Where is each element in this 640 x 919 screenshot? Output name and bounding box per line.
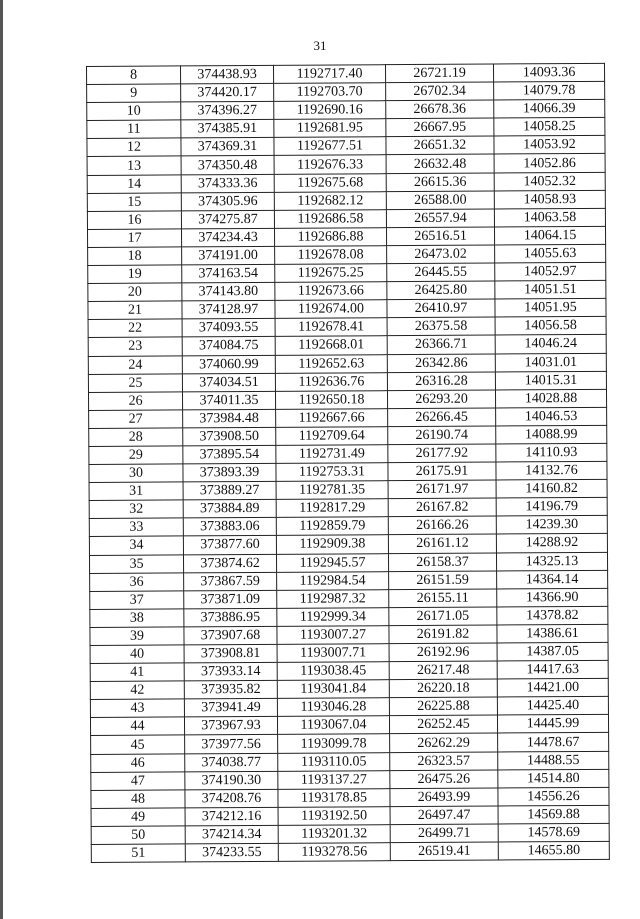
- x1-cell: 373877.60: [183, 536, 276, 555]
- x1-cell: 373941.49: [184, 699, 277, 718]
- y1-cell: 1192690.16: [274, 101, 386, 120]
- y1-cell: 1193192.50: [278, 807, 390, 826]
- y1-cell: 1192703.70: [274, 83, 386, 102]
- point-number-cell: 49: [91, 808, 185, 827]
- x2-cell: 26166.26: [388, 516, 496, 535]
- point-number-cell: 12: [87, 138, 181, 157]
- x2-cell: 26615.36: [386, 173, 494, 192]
- x1-cell: 374163.54: [182, 264, 275, 283]
- x2-cell: 26410.97: [387, 299, 495, 318]
- point-number-cell: 17: [87, 229, 181, 248]
- point-number-cell: 11: [87, 120, 181, 139]
- x1-cell: 374385.91: [181, 120, 274, 139]
- x1-cell: 374084.75: [182, 337, 275, 356]
- x1-cell: 374305.96: [181, 192, 274, 211]
- x2-cell: 26519.41: [390, 842, 498, 861]
- y2-cell: 14378.82: [497, 606, 608, 625]
- point-number-cell: 22: [88, 319, 182, 338]
- x2-cell: 26190.74: [388, 426, 496, 445]
- y1-cell: 1193046.28: [277, 698, 389, 717]
- table-row: [91, 841, 609, 862]
- y1-cell: 1192678.41: [275, 318, 387, 337]
- y2-cell: 14366.90: [497, 588, 608, 607]
- y2-cell: 14058.25: [494, 118, 605, 137]
- x2-cell: 26266.45: [388, 408, 496, 427]
- point-number-cell: 45: [91, 735, 185, 754]
- y2-cell: 14132.76: [496, 461, 607, 480]
- point-number-cell: 24: [88, 355, 182, 374]
- y2-cell: 14569.88: [498, 805, 609, 824]
- x1-cell: 374060.99: [182, 355, 275, 374]
- y2-cell: 14046.53: [496, 407, 607, 426]
- x1-cell: 374011.35: [182, 391, 275, 410]
- y2-cell: 14417.63: [497, 660, 608, 679]
- y2-cell: 14028.88: [495, 389, 606, 408]
- x2-cell: 26175.91: [388, 462, 496, 481]
- x1-cell: 373886.95: [184, 608, 277, 627]
- point-number-cell: 34: [89, 536, 183, 555]
- x1-cell: 374143.80: [182, 282, 275, 301]
- y1-cell: 1192781.35: [276, 481, 388, 500]
- x2-cell: 26252.45: [389, 715, 497, 734]
- y2-cell: 14288.92: [496, 534, 607, 553]
- x2-cell: 26171.05: [389, 607, 497, 626]
- y2-cell: 14655.80: [498, 841, 609, 860]
- x1-cell: 374034.51: [182, 373, 275, 392]
- y2-cell: 14046.24: [495, 335, 606, 354]
- x2-cell: 26167.82: [388, 498, 496, 517]
- point-number-cell: 8: [87, 66, 181, 85]
- x2-cell: 26473.02: [387, 245, 495, 264]
- y1-cell: 1193178.85: [278, 788, 390, 807]
- y1-cell: 1192686.88: [274, 228, 386, 247]
- point-number-cell: 27: [89, 410, 183, 429]
- y2-cell: 14055.63: [495, 244, 606, 263]
- y2-cell: 14386.61: [497, 624, 608, 643]
- x2-cell: 26632.48: [386, 154, 494, 173]
- y1-cell: 1192636.76: [275, 372, 387, 391]
- x1-cell: 373984.48: [183, 409, 276, 428]
- x1-cell: 373867.59: [184, 572, 277, 591]
- point-number-cell: 20: [88, 283, 182, 302]
- x2-cell: 26158.37: [388, 553, 496, 572]
- x1-cell: 374369.31: [181, 138, 274, 157]
- point-number-cell: 29: [89, 446, 183, 465]
- y1-cell: 1192668.01: [275, 336, 387, 355]
- x2-cell: 26516.51: [386, 227, 494, 246]
- y1-cell: 1192987.32: [277, 589, 389, 608]
- y1-cell: 1192673.66: [275, 282, 387, 301]
- point-number-cell: 42: [90, 681, 184, 700]
- x1-cell: 374234.43: [181, 228, 274, 247]
- y2-cell: 14445.99: [497, 715, 608, 734]
- x1-cell: 373907.68: [184, 626, 277, 645]
- point-number-cell: 16: [87, 211, 181, 230]
- y1-cell: 1193099.78: [278, 734, 390, 753]
- y2-cell: 14196.79: [496, 498, 607, 517]
- y1-cell: 1192650.18: [275, 390, 387, 409]
- point-number-cell: 14: [87, 174, 181, 193]
- y1-cell: 1192753.31: [276, 463, 388, 482]
- point-number-cell: 50: [91, 826, 185, 845]
- x1-cell: 373883.06: [183, 518, 276, 537]
- x2-cell: 26155.11: [389, 589, 497, 608]
- y1-cell: 1193038.45: [277, 662, 389, 681]
- y2-cell: 14364.14: [497, 570, 608, 589]
- x1-cell: 374350.48: [181, 156, 274, 175]
- x1-cell: 374190.30: [185, 771, 278, 790]
- y1-cell: 1192678.08: [275, 246, 387, 265]
- point-number-cell: 51: [91, 844, 185, 863]
- y1-cell: 1192984.54: [277, 571, 389, 590]
- y2-cell: 14051.51: [495, 280, 606, 299]
- point-number-cell: 30: [89, 464, 183, 483]
- point-number-cell: 44: [90, 717, 184, 736]
- x1-cell: 373893.39: [183, 463, 276, 482]
- point-number-cell: 35: [89, 554, 183, 573]
- x1-cell: 373908.81: [184, 644, 277, 663]
- point-number-cell: 15: [87, 193, 181, 212]
- x1-cell: 373874.62: [183, 554, 276, 573]
- y2-cell: 14110.93: [496, 443, 607, 462]
- x2-cell: 26225.88: [389, 697, 497, 716]
- y2-cell: 14325.13: [496, 552, 607, 571]
- y2-cell: 14093.36: [493, 63, 604, 82]
- x2-cell: 26497.47: [390, 806, 498, 825]
- scan-edge: [0, 0, 3, 919]
- x2-cell: 26651.32: [386, 136, 494, 155]
- y2-cell: 14239.30: [496, 516, 607, 535]
- y1-cell: 1193201.32: [278, 825, 390, 844]
- point-number-cell: 39: [90, 627, 184, 646]
- x1-cell: 374038.77: [185, 753, 278, 772]
- y2-cell: 14052.32: [494, 172, 605, 191]
- x2-cell: 26151.59: [389, 571, 497, 590]
- point-number-cell: 33: [89, 518, 183, 537]
- x1-cell: 373895.54: [183, 445, 276, 464]
- x1-cell: 373889.27: [183, 482, 276, 501]
- x2-cell: 26588.00: [386, 191, 494, 210]
- y1-cell: 1193137.27: [278, 770, 390, 789]
- point-number-cell: 36: [90, 573, 184, 592]
- point-number-cell: 37: [90, 591, 184, 610]
- point-number-cell: 31: [89, 482, 183, 501]
- x2-cell: 26445.55: [387, 263, 495, 282]
- x1-cell: 373871.09: [184, 590, 277, 609]
- x1-cell: 374333.36: [181, 174, 274, 193]
- x1-cell: 374212.16: [185, 807, 278, 826]
- y1-cell: 1192667.66: [276, 408, 388, 427]
- x2-cell: 26171.97: [388, 480, 496, 499]
- y2-cell: 14488.55: [498, 751, 609, 770]
- y2-cell: 14058.93: [494, 190, 605, 209]
- x2-cell: 26316.28: [387, 372, 495, 391]
- point-number-cell: 43: [90, 699, 184, 718]
- x2-cell: 26702.34: [386, 82, 494, 101]
- y2-cell: 14421.00: [497, 679, 608, 698]
- x1-cell: 374128.97: [182, 301, 275, 320]
- y1-cell: 1193007.71: [277, 644, 389, 663]
- coordinates-table-body: [87, 63, 610, 862]
- point-number-cell: 46: [91, 753, 185, 772]
- y1-cell: 1193278.56: [278, 843, 390, 862]
- x1-cell: 374214.34: [185, 825, 278, 844]
- y2-cell: 14160.82: [496, 479, 607, 498]
- point-number-cell: 48: [91, 790, 185, 809]
- y2-cell: 14079.78: [494, 81, 605, 100]
- page-number: 31: [313, 38, 327, 53]
- y1-cell: 1192652.63: [275, 354, 387, 373]
- x2-cell: 26177.92: [388, 444, 496, 463]
- y1-cell: 1192945.57: [276, 553, 388, 572]
- point-number-cell: 28: [89, 428, 183, 447]
- y1-cell: 1192859.79: [276, 517, 388, 536]
- x1-cell: 374191.00: [182, 246, 275, 265]
- x2-cell: 26342.86: [387, 354, 495, 373]
- x2-cell: 26557.94: [386, 209, 494, 228]
- x1-cell: 374275.87: [181, 210, 274, 229]
- x2-cell: 26375.58: [387, 317, 495, 336]
- y1-cell: 1192681.95: [274, 119, 386, 138]
- x2-cell: 26499.71: [390, 824, 498, 843]
- y1-cell: 1192731.49: [276, 445, 388, 464]
- y2-cell: 14052.86: [494, 154, 605, 173]
- y1-cell: 1193110.05: [278, 752, 390, 771]
- y2-cell: 14052.97: [495, 262, 606, 281]
- x1-cell: 374093.55: [182, 319, 275, 338]
- point-number-cell: 21: [88, 301, 182, 320]
- x2-cell: 26366.71: [387, 335, 495, 354]
- x2-cell: 26220.18: [389, 679, 497, 698]
- y2-cell: 14064.15: [494, 226, 605, 245]
- y1-cell: 1192709.64: [276, 427, 388, 446]
- x2-cell: 26323.57: [390, 752, 498, 771]
- y2-cell: 14387.05: [497, 642, 608, 661]
- coordinates-table: [86, 63, 610, 863]
- x2-cell: 26493.99: [390, 788, 498, 807]
- y1-cell: 1193067.04: [277, 716, 389, 735]
- x2-cell: 26192.96: [389, 643, 497, 662]
- point-number-cell: 13: [87, 156, 181, 175]
- x2-cell: 26678.36: [386, 100, 494, 119]
- x1-cell: 374208.76: [185, 789, 278, 808]
- point-number-cell: 23: [88, 337, 182, 356]
- point-number-cell: 40: [90, 645, 184, 664]
- point-number-cell: 18: [88, 247, 182, 266]
- y1-cell: 1192999.34: [277, 607, 389, 626]
- y2-cell: 14578.69: [498, 823, 609, 842]
- y1-cell: 1192717.40: [273, 65, 385, 84]
- y1-cell: 1192675.68: [274, 173, 386, 192]
- y2-cell: 14066.39: [494, 100, 605, 119]
- x1-cell: 374396.27: [181, 102, 274, 121]
- point-number-cell: 47: [91, 772, 185, 791]
- y1-cell: 1192817.29: [276, 499, 388, 518]
- x1-cell: 373977.56: [185, 735, 278, 754]
- y2-cell: 14056.58: [495, 317, 606, 336]
- x2-cell: 26191.82: [389, 625, 497, 644]
- x1-cell: 373884.89: [183, 500, 276, 519]
- x2-cell: 26262.29: [390, 733, 498, 752]
- x2-cell: 26293.20: [387, 390, 495, 409]
- point-number-cell: 38: [90, 609, 184, 628]
- y2-cell: 14051.95: [495, 299, 606, 318]
- y1-cell: 1192674.00: [275, 300, 387, 319]
- y2-cell: 14556.26: [498, 787, 609, 806]
- x1-cell: 374233.55: [185, 843, 278, 862]
- x2-cell: 26475.26: [390, 770, 498, 789]
- point-number-cell: 26: [88, 392, 182, 411]
- point-number-cell: 19: [88, 265, 182, 284]
- x1-cell: 374420.17: [181, 83, 274, 102]
- y1-cell: 1192675.25: [275, 264, 387, 283]
- x1-cell: 373935.82: [184, 681, 277, 700]
- x2-cell: 26721.19: [385, 64, 493, 83]
- x2-cell: 26217.48: [389, 661, 497, 680]
- y1-cell: 1192677.51: [274, 137, 386, 156]
- y1-cell: 1192676.33: [274, 155, 386, 174]
- y2-cell: 14514.80: [498, 769, 609, 788]
- y2-cell: 14088.99: [496, 425, 607, 444]
- y2-cell: 14015.31: [495, 371, 606, 390]
- point-number-cell: 10: [87, 102, 181, 121]
- y2-cell: 14031.01: [495, 353, 606, 372]
- y1-cell: 1192909.38: [276, 535, 388, 554]
- y1-cell: 1192682.12: [274, 191, 386, 210]
- y2-cell: 14053.92: [494, 136, 605, 155]
- point-number-cell: 9: [87, 84, 181, 103]
- x1-cell: 373967.93: [184, 717, 277, 736]
- point-number-cell: 41: [90, 663, 184, 682]
- y1-cell: 1192686.58: [274, 209, 386, 228]
- x1-cell: 373908.50: [183, 427, 276, 446]
- point-number-cell: 25: [88, 374, 182, 393]
- y1-cell: 1193041.84: [277, 680, 389, 699]
- x2-cell: 26425.80: [387, 281, 495, 300]
- x2-cell: 26667.95: [386, 118, 494, 137]
- y2-cell: 14063.58: [494, 208, 605, 227]
- x1-cell: 374438.93: [181, 65, 274, 84]
- point-number-cell: 32: [89, 500, 183, 519]
- x1-cell: 373933.14: [184, 662, 277, 681]
- y2-cell: 14478.67: [498, 733, 609, 752]
- y2-cell: 14425.40: [497, 697, 608, 716]
- x2-cell: 26161.12: [388, 534, 496, 553]
- y1-cell: 1193007.27: [277, 626, 389, 645]
